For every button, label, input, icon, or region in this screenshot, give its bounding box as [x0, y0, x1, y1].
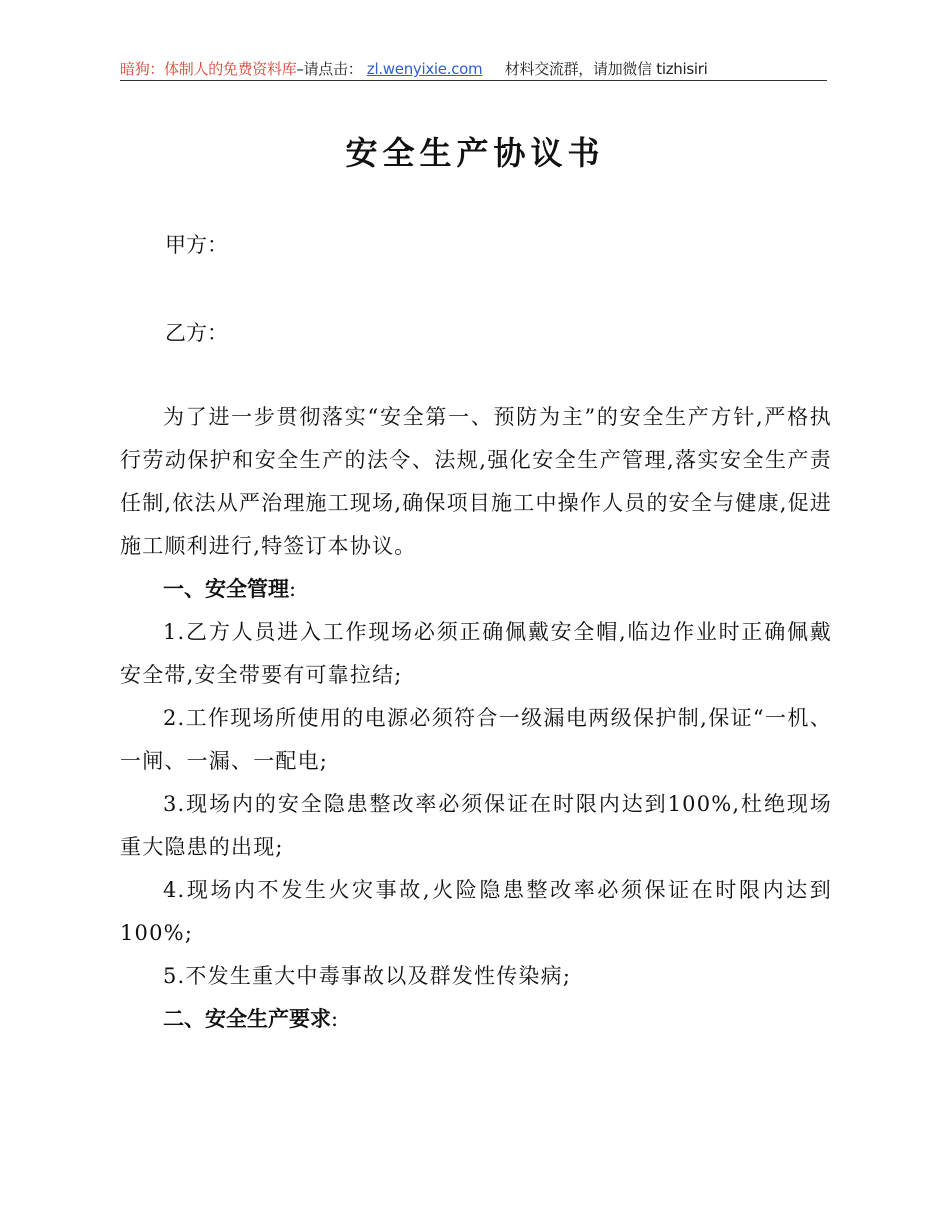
clause-item: 2.工作现场所使用的电源必须符合一级漏电两级保护制,保证“一机、一闸、一漏、一配电; — [120, 706, 832, 773]
section-heading-safety-management — [120, 568, 832, 611]
clause-item: 5.不发生重大中毒事故以及群发性传染病; — [163, 964, 572, 988]
clause-item: 3.现场内的安全隐患整改率必须保证在时限内达到100%,杜绝现场重大隐患的出现; — [120, 792, 832, 859]
section-heading-text: 一、安全管理 — [163, 577, 289, 601]
section-heading-colon: : — [289, 577, 297, 601]
section-heading-text: 二、安全生产要求 — [163, 1007, 331, 1031]
section-heading-production-requirements — [120, 998, 832, 1041]
clause-item: 4.现场内不发生火灾事故,火险隐患整改率必须保证在时限内达到100%; — [120, 878, 832, 945]
party-b-label: 乙方： — [165, 321, 228, 345]
section-heading-colon: : — [331, 1007, 339, 1031]
page-header — [120, 58, 830, 80]
intro-paragraph: 为了进一步贯彻落实“安全第一、预防为主”的安全生产方针,严格执行劳动保护和安全生产的法令、法规,强化安全生产管理,落实安全生产责任制,依法从严治理施工现场,确保项目施工中操作人员的安全与健康,促进施工顺利进行,特签订本协议。 — [120, 405, 832, 558]
document-title: 安全生产协议书 — [345, 134, 605, 172]
clause-item: 1.乙方人员进入工作现场必须正确佩戴安全帽,临边作业时正确佩戴安全带,安全带要有可靠拉结; — [120, 620, 832, 687]
header-brand: 暗狗：体制人的免费资料库 — [120, 60, 297, 78]
header-divider — [120, 80, 827, 81]
document-body — [120, 396, 832, 1041]
header-link[interactable]: zl.wenyixie.com — [366, 60, 483, 78]
header-group-text: 材料交流群，请加微信 tizhisiri — [504, 60, 708, 78]
party-a-label: 甲方： — [165, 233, 228, 257]
header-click-prompt: –请点击： — [296, 60, 363, 78]
